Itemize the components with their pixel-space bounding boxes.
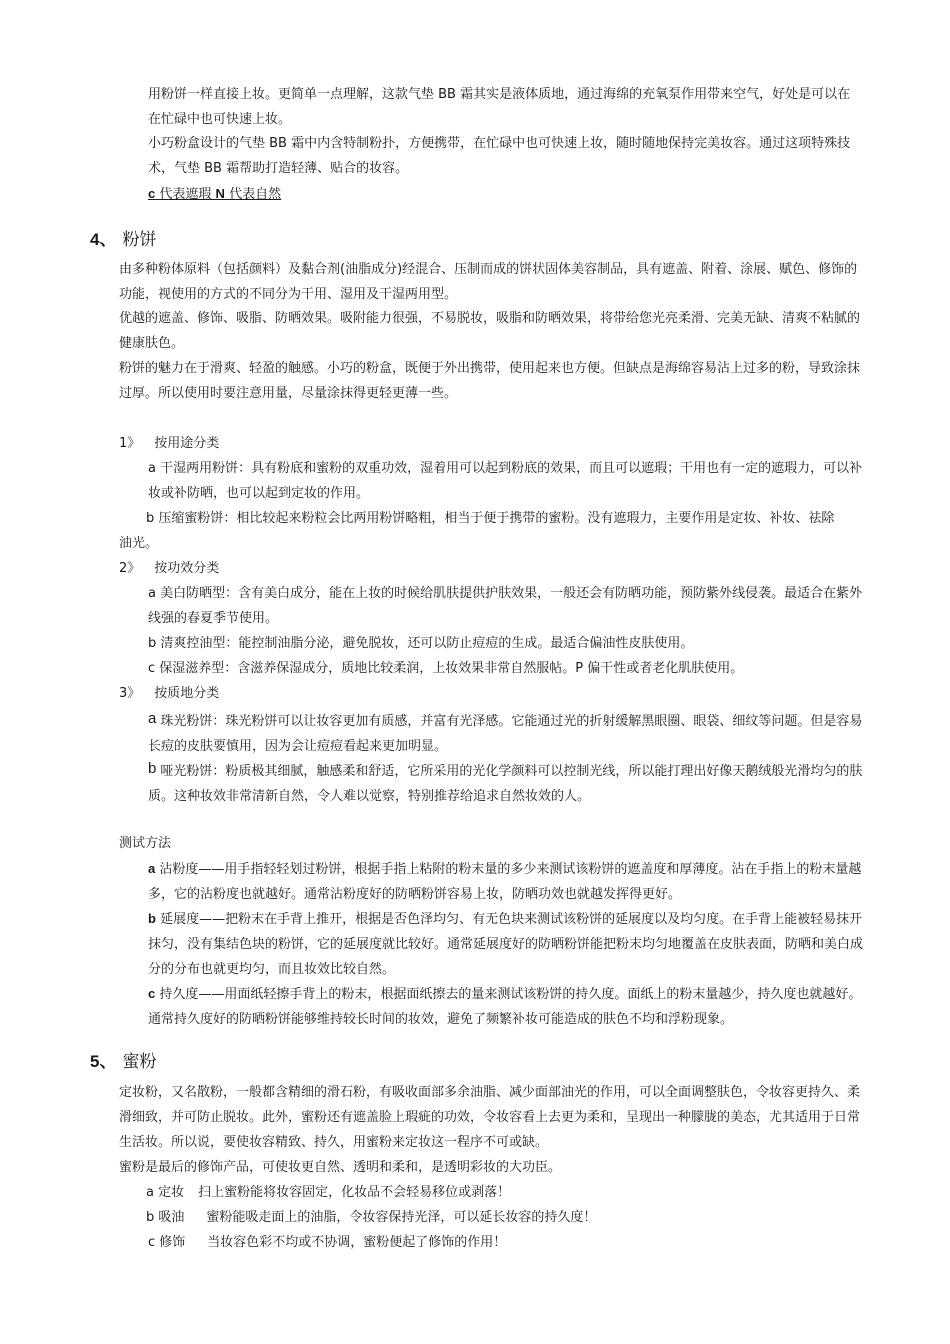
section-5-a-label: a 定妆	[146, 1185, 185, 1200]
category-3-a-text: 珠光粉饼：珠光粉饼可以让妆容更加有质感，并富有光泽感。它能通过光的折射缓解黑眼圈、眼袋、细纹等问题。但是容易长痘的皮肤要慎用，因为会让痘痘看起来更加明显。	[148, 714, 863, 754]
note-c-label: c	[148, 186, 156, 201]
intro-note	[148, 181, 548, 207]
section-4-paragraph-3: 粉饼的魅力在于滑爽、轻盈的触感。小巧的粉盒，既便于外出携带，使用起来也方便。但缺点是海绵容易沾上过多的粉，导致涂抹过厚。所以使用时要注意用量，尽量涂抹得更轻更薄一些。	[119, 361, 861, 401]
test-b-label: b	[148, 911, 156, 926]
category-2-heading	[119, 556, 219, 581]
test-method-heading: 测试方法	[119, 836, 172, 851]
category-2-item-b: b 清爽控油型：能控制油脂分泌，避免脱妆，还可以防止痘痘的生成。最适合偏油性皮肤使用。	[148, 636, 694, 651]
test-c-label: c	[148, 986, 156, 1001]
category-2-title: 按功效分类	[154, 561, 220, 576]
category-2-item-a: a 美白防晒型：含有美白成分，能在上妆的时候给肌肤提供护肤效果，一般还会有防晒功能，预防紫外线侵袭。最适合在紫外线强的春夏季节使用。	[148, 586, 863, 626]
category-2-item-c: c 保湿滋养型：含滋养保湿成分，质地比较柔润，上妆效果非常自然服帖。P 偏干性或者老化肌肤使用。	[148, 661, 744, 676]
test-b-text: 延展度——把粉末在手背上推开，根据是否色泽均匀、有无色块来测试该粉饼的延展度以及均匀度。在手背上能被轻易抹开抹匀，没有集结色块的粉饼，它的延展度就比较好。通常延展度好的防晒粉饼能把粉末均匀地覆盖在皮肤表面，防晒和美白成分的分布也就更均匀，而且妆效比较自然。	[148, 912, 864, 977]
section-5-title: 蜜粉	[122, 1052, 157, 1072]
test-a-label: a	[148, 861, 156, 876]
section-5-c-text: 当妆容色彩不均或不协调，蜜粉便起了修饰的作用！	[207, 1235, 507, 1250]
section-5-heading	[90, 1050, 156, 1074]
test-a-text: 沾粉度——用手指轻轻划过粉饼，根据手指上粘附的粉末量的多少来测试该粉饼的遮盖度和厚薄度。沾在手指上的粉末量越多，它的沾粉度也就越好。通常沾粉度好的防晒粉饼容易上妆，防晒功效也就越发挥得更好。	[148, 862, 862, 902]
section-5-item-a	[146, 1180, 510, 1205]
section-5-item-c	[148, 1230, 506, 1255]
category-1-item-b-continued: 油光。	[119, 536, 159, 551]
section-5-paragraph-2: 蜜粉是最后的修饰产品，可使妆更自然、透明和柔和，是透明彩妆的大功臣。	[119, 1160, 562, 1175]
category-1-number: 1》	[119, 436, 141, 451]
category-3-item-b	[148, 756, 863, 809]
category-2-number: 2》	[119, 561, 141, 576]
category-1-item-a: a 干湿两用粉饼：具有粉底和蜜粉的双重功效，湿着用可以起到粉底的效果，而且可以遮瑕；干用也有一定的遮瑕力，可以补妆或补防晒，也可以起到定妆的作用。	[148, 461, 863, 501]
section-5-b-label: b 吸油	[146, 1210, 185, 1225]
category-3-a-label: a	[148, 710, 157, 727]
category-3-item-a	[148, 706, 863, 759]
category-1-item-b: b 压缩蜜粉饼：相比较起来粉粒会比两用粉饼略粗，相当于便于携带的蜜粉。没有遮瑕力，主要作用是定妆、补妆、祛除	[146, 511, 835, 526]
category-3-heading	[119, 681, 219, 706]
intro-paragraph-2: 小巧粉盒设计的气垫 BB 霜中内含特制粉扑，方便携带，在忙碌中也可快速上妆，随时随地保持完美妆容。通过这项特殊技术，气垫 BB 霜帮助打造轻薄、贴合的妆容。	[148, 136, 851, 176]
section-4-number: 4、	[90, 230, 117, 249]
section-5-a-text: 扫上蜜粉能将妆容固定，化妆品不会轻易移位或剥落！	[198, 1185, 511, 1200]
category-3-title: 按质地分类	[154, 686, 220, 701]
test-item-a	[148, 856, 863, 907]
section-4-heading	[90, 228, 156, 252]
note-n-label: N	[215, 186, 225, 201]
section-5-c-label: c 修饰	[148, 1235, 186, 1250]
intro-paragraph-1: 用粉饼一样直接上妆。更简单一点理解，这款气垫 BB 霜其实是液体质地，通过海绵的充氧泵作用带来空气，好处是可以在在忙碌中也可快速上妆。	[148, 87, 851, 127]
section-4-title: 粉饼	[122, 230, 157, 250]
section-5-number: 5、	[90, 1052, 117, 1071]
section-4-paragraph-1: 由多种粉体原料（包括颜料）及黏合剂(油脂成分)经混合、压制而成的饼状固体美容制品，具有遮盖、附着、涂展、赋色、修饰的功能，视使用的方式的不同分为干用、湿用及干湿两用型。	[119, 262, 858, 302]
category-3-b-label: b	[148, 760, 157, 777]
test-item-c	[148, 981, 863, 1032]
category-3-number: 3》	[119, 686, 141, 701]
section-4-paragraph-2: 优越的遮盖、修饰、吸脂、防晒效果。吸附能力很强，不易脱妆，吸脂和防晒效果，将带给您光亮柔滑、完美无缺、清爽不粘腻的健康肤色。	[119, 311, 861, 351]
category-3-b-text: 哑光粉饼：粉质极其细腻，触感柔和舒适，它所采用的光化学颜料可以控制光线，所以能打理出好像天鹅绒般光滑均匀的肤质。这种妆效非常清新自然，令人难以觉察，特别推荐给追求自然妆效的人。	[148, 764, 863, 804]
category-1-title: 按用途分类	[154, 436, 220, 451]
test-c-text: 持久度——用面纸轻擦手背上的粉末，根据面纸擦去的量来测试该粉饼的持久度。面纸上的粉末量越少，持久度也就越好。通常持久度好的防晒粉饼能够维持较长时间的妆效，避免了频繁补妆可能造成的肤色不均和浮粉现象。	[148, 987, 862, 1027]
category-1-heading	[119, 431, 219, 456]
test-item-b	[148, 906, 863, 982]
note-n-text: 代表自然	[229, 187, 282, 202]
section-5-b-text: 蜜粉能吸走面上的油脂，令妆容保持光泽，可以延长妆容的持久度！	[206, 1210, 597, 1225]
note-c-text: 代表遮瑕	[159, 187, 212, 202]
section-5-item-b	[146, 1205, 596, 1230]
section-5-paragraph-1: 定妆粉，又名散粉，一般都含精细的滑石粉，有吸收面部多余油脂、减少面部油光的作用，可以全面调整肤色，令妆容更持久、柔滑细致，并可防止脱妆。此外，蜜粉还有遮盖脸上瑕疵的功效，令妆容看上去更为柔和，呈现出一种朦胧的美态，尤其适用于日常生活妆。所以说，要使妆容精致、持久，用蜜粉来定妆这一程序不可或缺。	[119, 1085, 861, 1150]
